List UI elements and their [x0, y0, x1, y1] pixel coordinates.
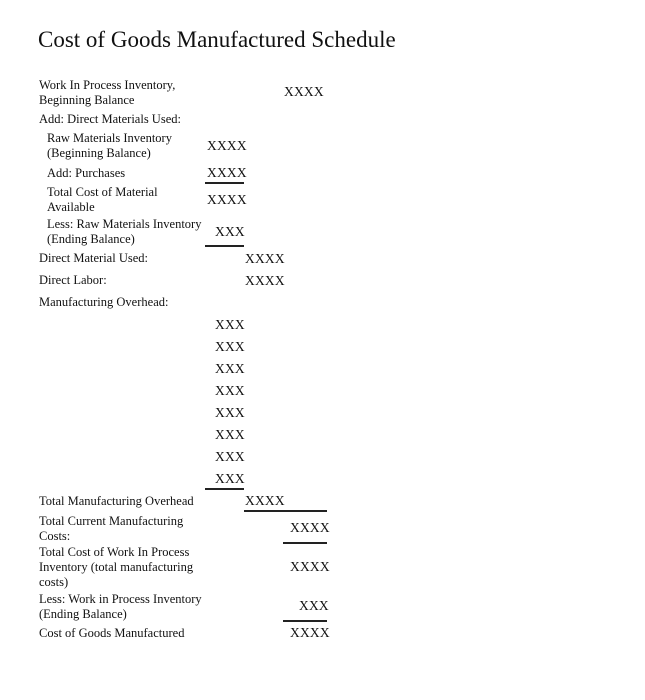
- purchases-value: XXXX: [207, 165, 247, 180]
- overhead-item: XXX: [215, 361, 245, 376]
- cogm-label: Cost of Goods Manufactured: [39, 626, 185, 640]
- purchases-label: Add: Purchases: [47, 166, 126, 180]
- overhead-underline: [205, 488, 244, 490]
- rm-end-value: XXX: [215, 224, 245, 239]
- total-overhead-value: XXXX: [245, 493, 285, 508]
- rm-end-label: Less: Raw Materials Inventory (Ending Balance): [47, 217, 202, 246]
- dm-used-value: XXXX: [245, 251, 285, 266]
- current-costs-underline: [283, 542, 327, 544]
- wip-end-value: XXX: [299, 598, 329, 613]
- cogm-value: XXXX: [290, 625, 330, 640]
- overhead-item: XXX: [215, 339, 245, 354]
- purchases-underline: [205, 182, 244, 184]
- current-costs-label: Total Current Manufacturing Costs:: [39, 514, 184, 543]
- overhead-item: XXX: [215, 383, 245, 398]
- wip-end-label: Less: Work in Process Inventory (Ending Balance): [39, 592, 202, 621]
- wip-begin-label: Work In Process Inventory, Beginning Balance: [39, 78, 176, 107]
- total-overhead-label: Total Manufacturing Overhead: [39, 494, 194, 508]
- total-wip-label: Total Cost of Work In Process Inventory (total manufacturing costs): [39, 545, 194, 589]
- wip-begin-value: XXXX: [284, 84, 324, 99]
- total-material-label: Total Cost of Material Available: [47, 185, 158, 214]
- overhead-item: XXX: [215, 449, 245, 464]
- total-wip-value: XXXX: [290, 559, 330, 574]
- overhead-item: XXX: [215, 317, 245, 332]
- current-costs-value: XXXX: [290, 520, 330, 535]
- overhead-item: XXX: [215, 405, 245, 420]
- direct-labor-label: Direct Labor:: [39, 273, 107, 287]
- rm-end-underline: [205, 245, 244, 247]
- add-direct-materials-label: Add: Direct Materials Used:: [39, 112, 181, 126]
- page-title: Cost of Goods Manufactured Schedule: [38, 27, 396, 52]
- total-material-value: XXXX: [207, 192, 247, 207]
- overhead-item: XXX: [215, 427, 245, 442]
- wip-end-underline: [283, 620, 327, 622]
- rm-begin-label: Raw Materials Inventory (Beginning Balance): [47, 131, 172, 160]
- dm-used-label: Direct Material Used:: [39, 251, 148, 265]
- rm-begin-value: XXXX: [207, 138, 247, 153]
- total-overhead-underline: [244, 510, 327, 512]
- overhead-item: XXX: [215, 471, 245, 486]
- direct-labor-value: XXXX: [245, 273, 285, 288]
- mfg-overhead-label: Manufacturing Overhead:: [39, 295, 169, 309]
